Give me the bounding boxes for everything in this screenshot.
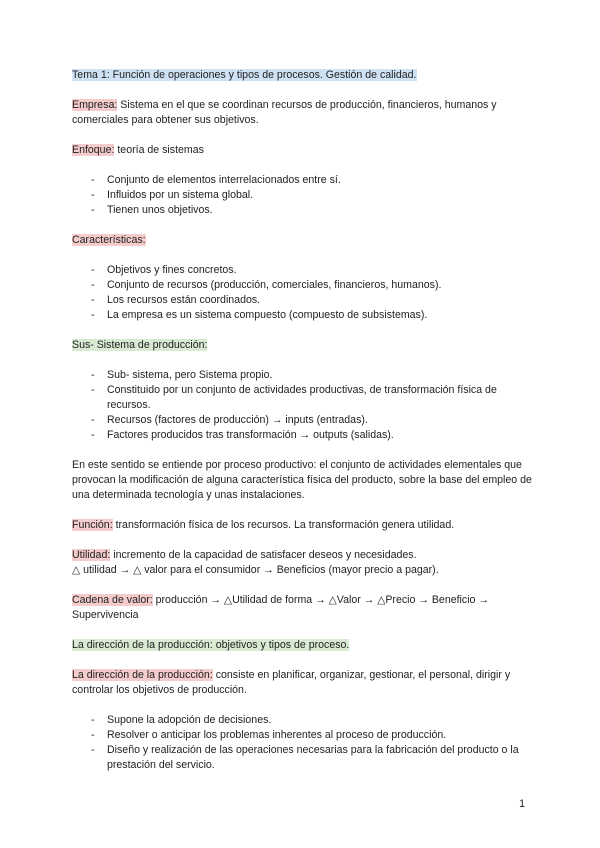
caracteristicas-heading	[72, 233, 532, 248]
enfoque-definition	[72, 143, 532, 158]
direccion-heading	[72, 638, 532, 653]
enfoque-list	[72, 173, 532, 218]
enfoque-text: teoría de sistemas	[114, 144, 204, 156]
page-number: 1	[519, 798, 525, 810]
enfoque-label: Enfoque:	[72, 144, 115, 156]
document-page	[72, 68, 532, 773]
subsistema-list	[72, 368, 532, 443]
empresa-text: Sistema en el que se coordinan recursos de producción, financieros, humanos y comerciales para obtener sus objetivos.	[72, 99, 497, 126]
list-item: - Diseño y realización de las operaciones necesarias para la fabricación del producto o la prestación del servicio.	[91, 744, 519, 771]
title-text: Tema 1: Función de operaciones y tipos de procesos. Gestión de calidad.	[72, 69, 417, 81]
list-item: - Influidos por un sistema global.	[91, 189, 254, 201]
cadena-text: producción → △Utilidad de forma → △Valor → △Precio → Beneficio → Supervivencia	[72, 594, 489, 621]
funcion-definition	[72, 518, 532, 533]
list-item: - Recursos (factores de producción) → inputs (entradas).	[91, 414, 368, 426]
list-item: - Sub- sistema, pero Sistema propio.	[91, 369, 273, 381]
subsistema-heading	[72, 338, 532, 353]
funcion-label: Función:	[72, 519, 113, 531]
list-item: - Factores producidos tras transformación → outputs (salidas).	[91, 429, 394, 441]
direccion-heading-text: La dirección de la producción: objetivos y tipos de proceso.	[72, 639, 350, 651]
list-item: - Los recursos están coordinados.	[91, 294, 261, 306]
cadena-definition	[72, 593, 532, 623]
direccion-text: consiste en planificar, organizar, gestionar, el personal, dirigir y controlar los objetivos de producción.	[72, 669, 511, 696]
list-item: - Conjunto de elementos interrelacionados entre sí.	[91, 174, 341, 186]
utilidad-chain: △ utilidad → △ valor para el consumidor → Beneficios (mayor precio a pagar).	[72, 564, 439, 576]
list-item: - Tienen unos objetivos.	[91, 204, 213, 216]
document-title	[72, 68, 532, 83]
list-item: - Conjunto de recursos (producción, comerciales, financieros, humanos).	[91, 279, 442, 291]
cadena-label: Cadena de valor:	[72, 594, 153, 606]
utilidad-definition	[72, 548, 532, 563]
utilidad-text: incremento de la capacidad de satisfacer deseos y necesidades.	[110, 549, 417, 561]
list-item: - Objetivos y fines concretos.	[91, 264, 237, 276]
list-item: - Constituido por un conjunto de actividades productivas, de transformación física de recursos.	[91, 384, 497, 411]
caracteristicas-list	[72, 263, 532, 323]
utilidad-label: Utilidad:	[72, 549, 111, 561]
direccion-definition	[72, 668, 532, 698]
caracteristicas-label: Características:	[72, 234, 146, 246]
empresa-definition	[72, 98, 532, 128]
empresa-label: Empresa:	[72, 99, 118, 111]
funcion-text: transformación física de los recursos. La transformación genera utilidad.	[112, 519, 455, 531]
list-item: - Resolver o anticipar los problemas inherentes al proceso de producción.	[91, 729, 447, 741]
direccion-label: La dirección de la producción:	[72, 669, 213, 681]
proceso-paragraph: En este sentido se entiende por proceso productivo: el conjunto de actividades elementales que provocan la modificación de alguna característica física del producto, sobre la base del empleo de una determinada tecnología y unas instalaciones.	[72, 459, 532, 501]
direccion-list	[72, 713, 532, 773]
list-item: - Supone la adopción de decisiones.	[91, 714, 272, 726]
list-item: - La empresa es un sistema compuesto (compuesto de subsistemas).	[91, 309, 428, 321]
subsistema-label: Sus- Sistema de producción:	[72, 339, 208, 351]
